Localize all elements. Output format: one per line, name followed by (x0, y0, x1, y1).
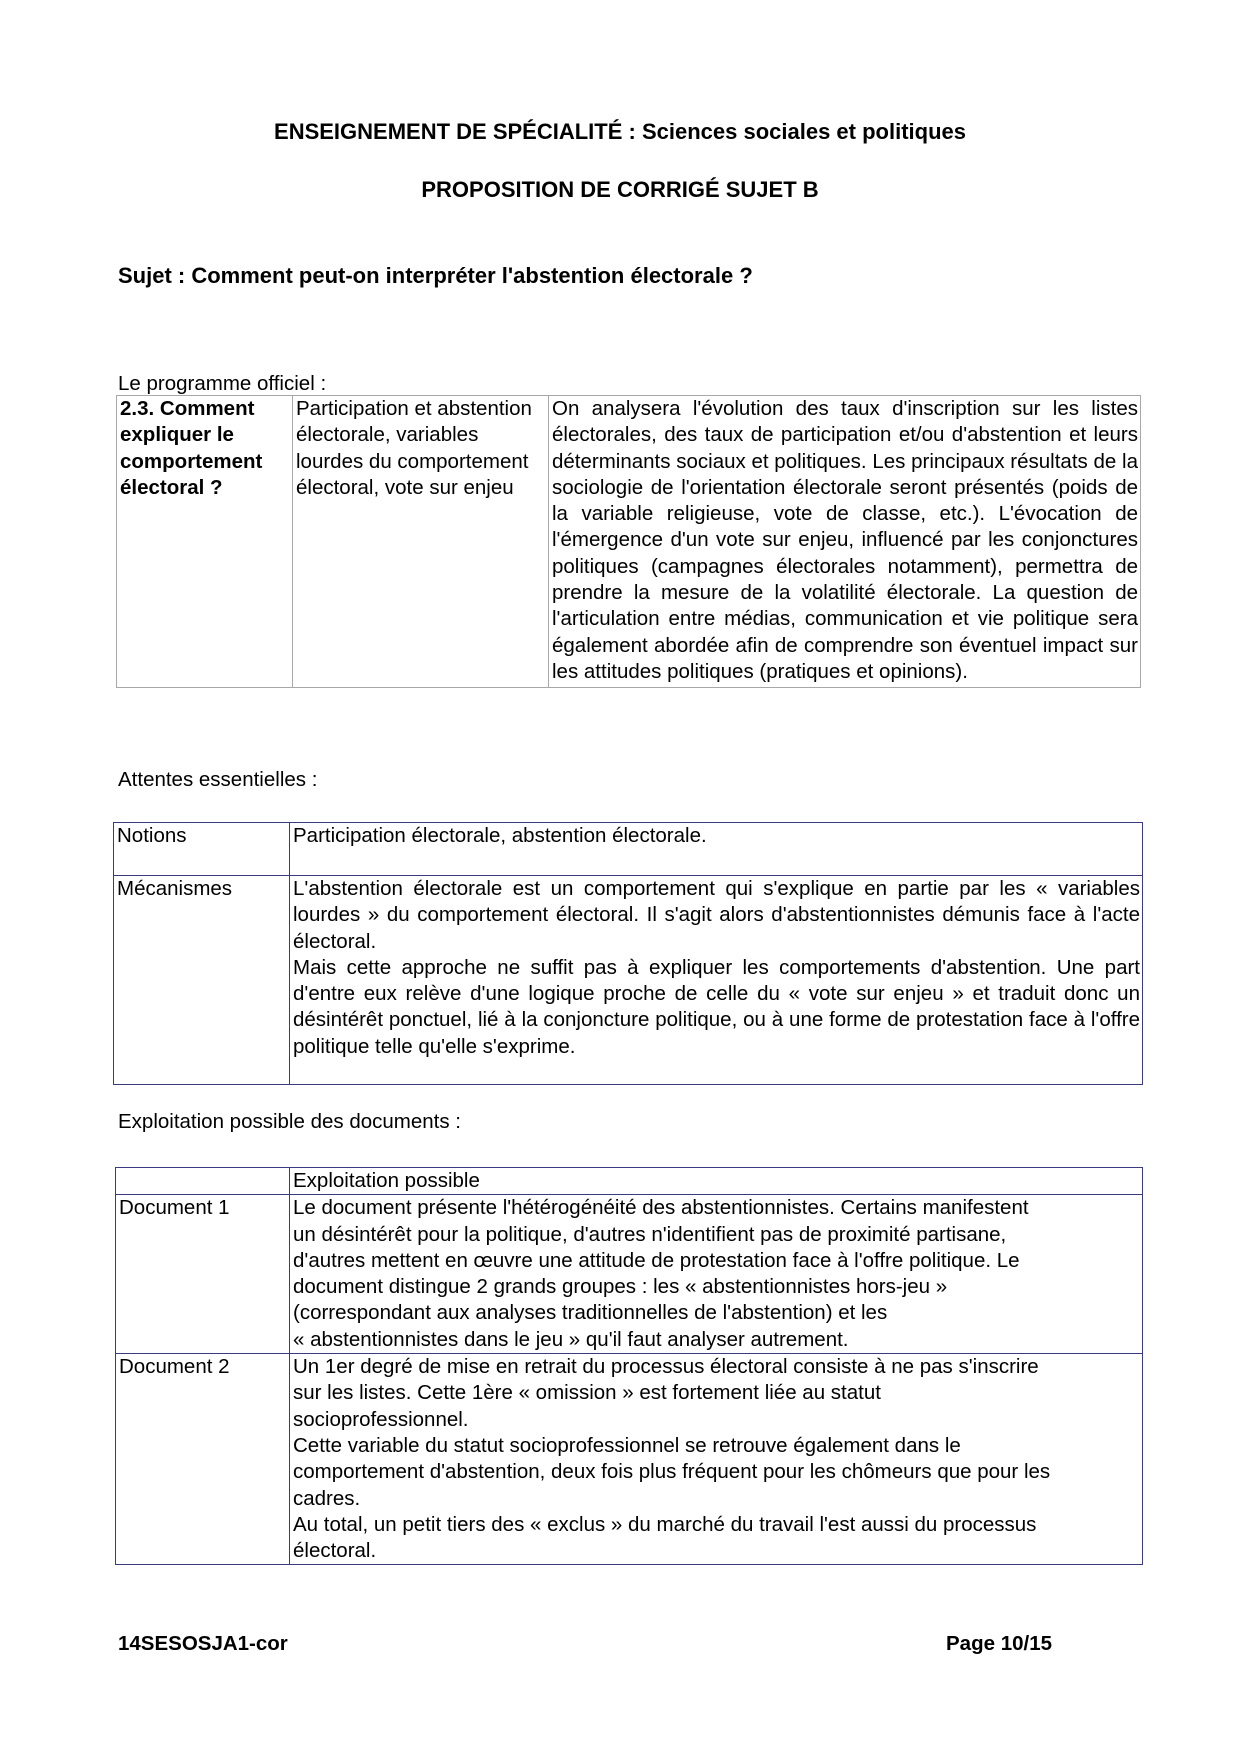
attentes-key: Mécanismes (114, 876, 290, 1085)
text-line: d'autres mettent en œuvre une attitude de protestation face à l'offre politique. Le (293, 1248, 1020, 1272)
document-label: Document 1 (116, 1195, 290, 1354)
attentes-key: Notions (114, 823, 290, 876)
document-subtitle: PROPOSITION DE CORRIGÉ SUJET B (421, 177, 819, 202)
programme-label: Le programme officiel : (118, 372, 327, 395)
document-label: Document 2 (116, 1354, 290, 1565)
attentes-paragraph: Mais cette approche ne suffit pas à expliquer les comportements d'abstention. Une part d'entre eux relève d'une logique proche de celle du « vote sur enjeu » et traduit donc un désintérêt ponctuel, lié à la conjoncture politique, ou à une forme de protestation face à l'offre politique telle qu'elle s'exprime. (293, 955, 1140, 1058)
text-line: document distingue 2 grands groupes : les « abstentionnistes hors-jeu » (293, 1275, 948, 1299)
text-line: comportement d'abstention, deux fois plus fréquent pour les chômeurs que pour les (293, 1460, 1051, 1484)
exploitation-header: Exploitation possible (290, 1168, 1143, 1195)
footer-document-code: 14SESOSJA1-cor (118, 1632, 288, 1655)
attentes-label: Attentes essentielles : (118, 768, 318, 791)
text-line: socioprofessionnel. (293, 1407, 469, 1431)
text-line: cadres. (293, 1486, 361, 1510)
attentes-value (290, 823, 1143, 876)
footer-page-number: Page 10/15 (946, 1632, 1052, 1655)
attentes-row-mecanismes (114, 876, 1143, 1085)
document-exploitation (290, 1354, 1143, 1565)
document-exploitation (290, 1195, 1143, 1354)
attentes-table (113, 822, 1143, 1085)
text-line: électoral. (293, 1539, 377, 1563)
exploitation-header-row (116, 1168, 1143, 1195)
exploitation-header-empty (116, 1168, 290, 1195)
subject-heading: Sujet : Comment peut-on interpréter l'abstention électorale ? (118, 263, 753, 288)
document-title: ENSEIGNEMENT DE SPÉCIALITÉ : Sciences sociales et politiques (274, 119, 966, 144)
text-line: Le document présente l'hétérogénéité des abstentionnistes. Certains manifestent (293, 1196, 1029, 1220)
text-line: (correspondant aux analyses traditionnelles de l'abstention) et les (293, 1301, 888, 1325)
programme-indications: On analysera l'évolution des taux d'inscription sur les listes électorales, des taux de participation et/ou d'abstention et leurs déterminants sociaux et politiques. Les principaux résultats de la sociologie de l'orientation électorale seront présentés (poids de la variable religieuse, vote de classe, etc.). L'évocation de l'émergence d'un vote sur enjeu, influencé par les conjonctures politiques (campagnes électorales notamment), permettra de prendre la mesure de la volatilité électorale. La question de l'articulation entre médias, communication et vie politique sera également abordée afin de comprendre son éventuel impact sur les attitudes politiques (pratiques et opinions). (549, 396, 1141, 688)
attentes-value (290, 876, 1143, 1085)
text-line: sur les listes. Cette 1ère « omission » est fortement liée au statut (293, 1381, 881, 1405)
text-line: Un 1er degré de mise en retrait du processus électoral consiste à ne pas s'inscrire (293, 1355, 1039, 1379)
exploitation-row-document-2 (116, 1354, 1143, 1565)
programme-theme: 2.3. Comment expliquer le comportement électoral ? (117, 396, 293, 688)
text-line: un désintérêt pour la politique, d'autres n'identifient pas de proximité partisane, (293, 1222, 1007, 1246)
exploitation-label: Exploitation possible des documents : (118, 1110, 462, 1133)
attentes-row-notions (114, 823, 1143, 876)
programme-notions: Participation et abstention électorale, variables lourdes du comportement électoral, vote sur enjeu (293, 396, 549, 688)
exploitation-table (115, 1167, 1143, 1565)
exploitation-row-document-1 (116, 1195, 1143, 1354)
text-line: « abstentionnistes dans le jeu » qu'il faut analyser autrement. (293, 1327, 849, 1351)
programme-table (116, 395, 1141, 688)
programme-row (117, 396, 1141, 688)
text-line: Au total, un petit tiers des « exclus » du marché du travail l'est aussi du processus (293, 1512, 1037, 1536)
attentes-paragraph: L'abstention électorale est un comportement qui s'explique en partie par les « variables lourdes » du comportement électoral. Il s'agit alors d'abstentionnistes démunis face à l'acte électoral. (293, 877, 1140, 953)
attentes-paragraph: Participation électorale, abstention électorale. (293, 824, 707, 847)
text-line: Cette variable du statut socioprofessionnel se retrouve également dans le (293, 1433, 961, 1457)
